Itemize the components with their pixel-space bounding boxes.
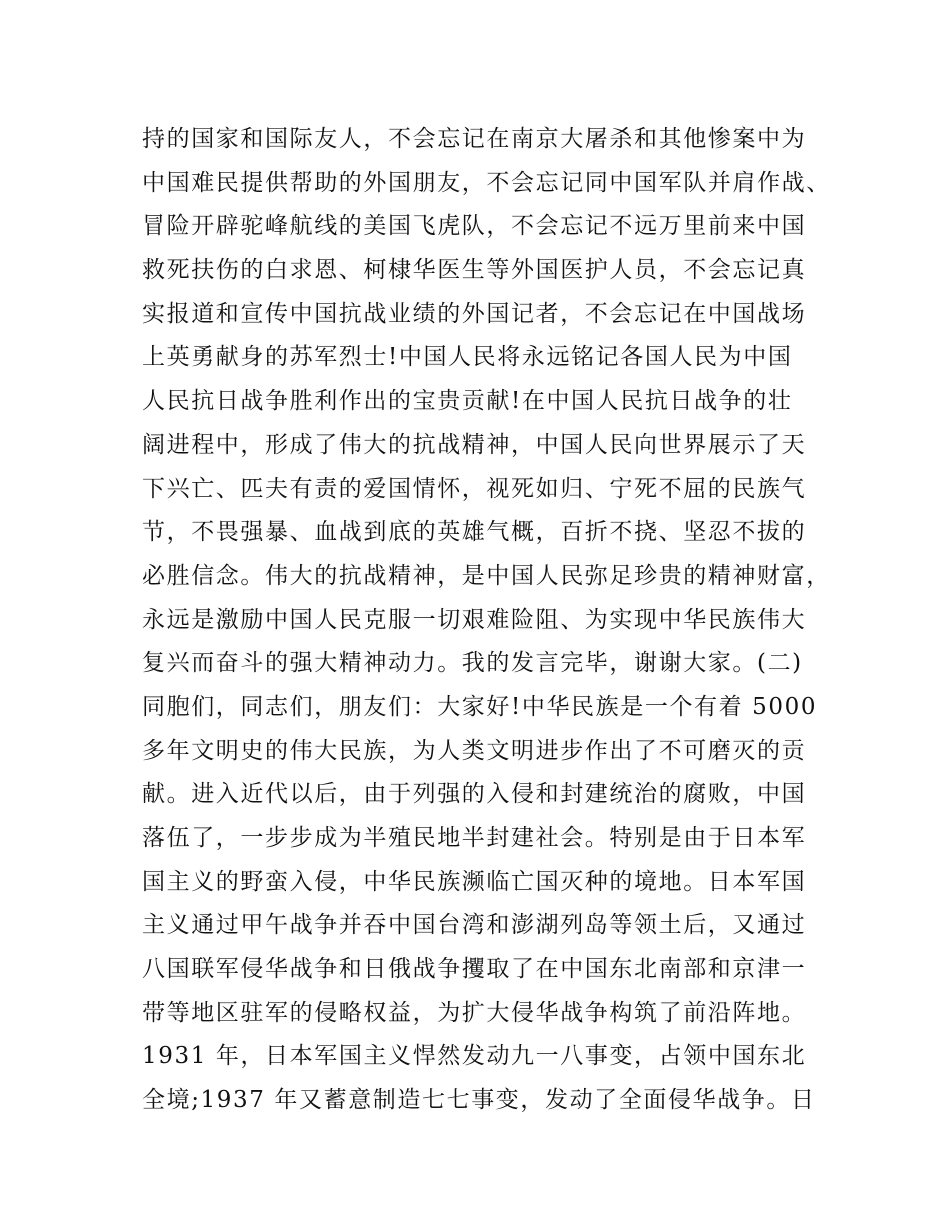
text-line: 节，不畏强暴、血战到底的英雄气概，百折不挠、坚忍不拔的: [142, 519, 807, 546]
text-line: 永远是激励中国人民克服一切艰难险阻、为实现中华民族伟大: [142, 606, 807, 633]
text-line: 献。进入近代以后，由于列强的入侵和封建统治的腐败，中国: [142, 781, 807, 808]
text-line: 必胜信念。伟大的抗战精神，是中国人民弥足珍贵的精神财富，: [142, 562, 831, 589]
text-line: 持的国家和国际友人，不会忘记在南京大屠杀和其他惨案中为: [142, 126, 807, 152]
text-line: 中国难民提供帮助的外国朋友，不会忘记同中国军队并肩作战、: [142, 169, 831, 196]
text-line: 带等地区驻军的侵略权益，为扩大侵华战争构筑了前沿阵地。: [142, 999, 807, 1026]
text-line: 主义通过甲午战争并吞中国台湾和澎湖列岛等领土后，又通过: [142, 912, 807, 939]
text-line: 实报道和宣传中国抗战业绩的外国记者，不会忘记在中国战场: [142, 300, 807, 327]
text-line: 多年文明史的伟大民族，为人类文明进步作出了不可磨灭的贡: [142, 737, 807, 764]
text-line: 八国联军侵华战争和日俄战争攫取了在中国东北南部和京津一: [142, 956, 807, 983]
text-line: 全境;1937 年又蓄意制造七七事变，发动了全面侵华战争。日: [142, 1087, 816, 1114]
text-line: 1931 年，日本军国主义悍然发动九一八事变，占领中国东北: [142, 1043, 807, 1070]
text-line: 阔进程中，形成了伟大的抗战精神，中国人民向世界展示了天: [142, 431, 807, 458]
text-line: 下兴亡、匹夫有责的爱国情怀，视死如归、宁死不屈的民族气: [142, 475, 807, 502]
text-line: 复兴而奋斗的强大精神动力。我的发言完毕，谢谢大家。(二): [142, 650, 803, 677]
body-text: [142, 118, 831, 1123]
text-line: 同胞们，同志们，朋友们：大家好!中华民族是一个有着 5000: [142, 693, 818, 720]
text-line: 国主义的野蛮入侵，中华民族濒临亡国灭种的境地。日本军国: [142, 868, 807, 895]
text-line: 上英勇献身的苏军烈士!中国人民将永远铭记各国人民为中国: [142, 344, 793, 371]
text-line: 落伍了，一步步成为半殖民地半封建社会。特别是由于日本军: [142, 825, 807, 851]
text-line: 人民抗日战争胜利作出的宝贵贡献!在中国人民抗日战争的壮: [142, 388, 793, 415]
text-line: 救死扶伤的白求恩、柯棣华医生等外国医护人员，不会忘记真: [142, 257, 807, 284]
text-line: 冒险开辟驼峰航线的美国飞虎队，不会忘记不远万里前来中国: [142, 213, 807, 240]
